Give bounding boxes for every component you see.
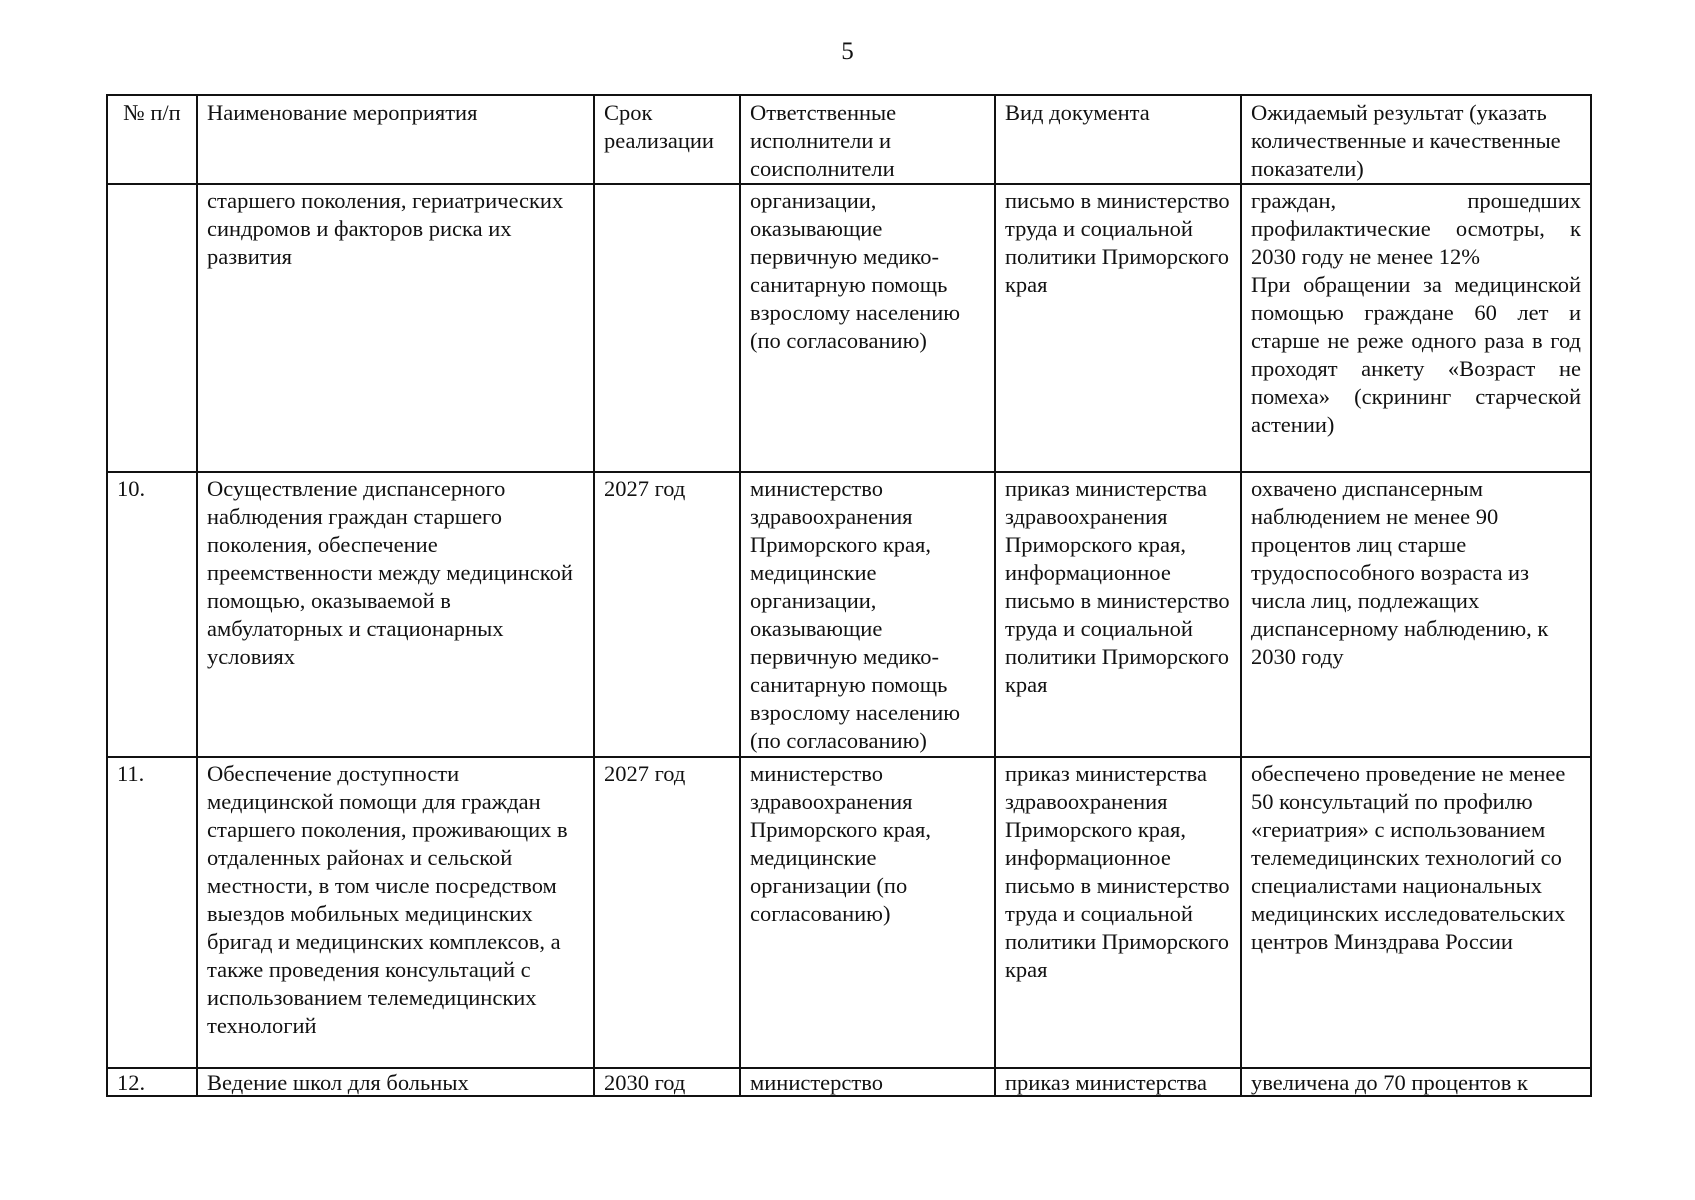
header-doc-type: Вид документа (995, 95, 1241, 184)
header-result: Ожидаемый результат (указать количественные и качественные показатели) (1241, 95, 1591, 184)
header-name: Наименование мероприятия (197, 95, 594, 184)
header-num: № п/п (107, 95, 197, 184)
row-doc-type: приказ министерства здравоохранения Приморского края, информационное письмо в министерство труда и социальной политики Приморского края (995, 472, 1241, 757)
row-doc-type: приказ министерства (995, 1068, 1241, 1096)
row-doc-type: приказ министерства здравоохранения Приморского края, информационное письмо в министерство труда и социальной политики Приморского края (995, 757, 1241, 1068)
row-num: 11. (107, 757, 197, 1068)
table-header-row (107, 95, 1591, 184)
row-result-extra: При обращении за медицинской помощью граждане 60 лет и старше не реже одного раза в год проходят анкету «Возраст не помеха» (скрининг старческой астении) (1251, 272, 1581, 437)
header-responsible: Ответственные исполнители и соисполнители (740, 95, 995, 184)
row-result (1241, 184, 1591, 472)
row-responsible: министерство здравоохранения Приморского края, медицинские организации, оказывающие первичную медико-санитарную помощь взрослому населению (по согласованию) (740, 472, 995, 757)
row-result: охвачено диспансерным наблюдением не менее 90 процентов лиц старше трудоспособного возраста из числа лиц, подлежащих диспансерному наблюдению, к 2030 году (1241, 472, 1591, 757)
table-row (107, 184, 1591, 472)
row-result-text: граждан, прошедших профилактические осмотры, к 2030 году не менее 12% (1251, 188, 1581, 269)
row-num (107, 184, 197, 472)
row-doc-type: письмо в министерство труда и социальной политики Приморского края (995, 184, 1241, 472)
row-name: Осуществление диспансерного наблюдения граждан старшего поколения, обеспечение преемственности между медицинской помощью, оказываемой в амбулаторных и стационарных условиях (197, 472, 594, 757)
row-num: 12. (107, 1068, 197, 1096)
row-responsible: организации, оказывающие первичную медико-санитарную помощь взрослому населению (по согласованию) (740, 184, 995, 472)
table-row (107, 757, 1591, 1068)
table-row (107, 1068, 1591, 1096)
table-row (107, 472, 1591, 757)
row-term: 2027 год (594, 757, 740, 1068)
row-name: старшего поколения, гериатрических синдромов и факторов риска их развития (197, 184, 594, 472)
row-responsible: министерство (740, 1068, 995, 1096)
row-name: Обеспечение доступности медицинской помощи для граждан старшего поколения, проживающих в отдаленных районах и сельской местности, в том числе посредством выездов мобильных медицинских бригад и медицинских комплексов, а также проведения консультаций с использованием телемедицинских технологий (197, 757, 594, 1068)
row-term: 2027 год (594, 472, 740, 757)
page-number: 5 (841, 38, 854, 65)
row-result: обеспечено проведение не менее 50 консультаций по профилю «гериатрия» с использованием телемедицинских технологий со специалистами национальных медицинских исследовательских центров Минздрава России (1241, 757, 1591, 1068)
row-num: 10. (107, 472, 197, 757)
row-responsible: министерство здравоохранения Приморского края, медицинские организации (по согласованию) (740, 757, 995, 1068)
row-term: 2030 год (594, 1068, 740, 1096)
row-term (594, 184, 740, 472)
measures-table (106, 94, 1592, 1097)
row-name: Ведение школ для больных (197, 1068, 594, 1096)
row-result: увеличена до 70 процентов к (1241, 1068, 1591, 1096)
header-term: Срок реализации (594, 95, 740, 184)
